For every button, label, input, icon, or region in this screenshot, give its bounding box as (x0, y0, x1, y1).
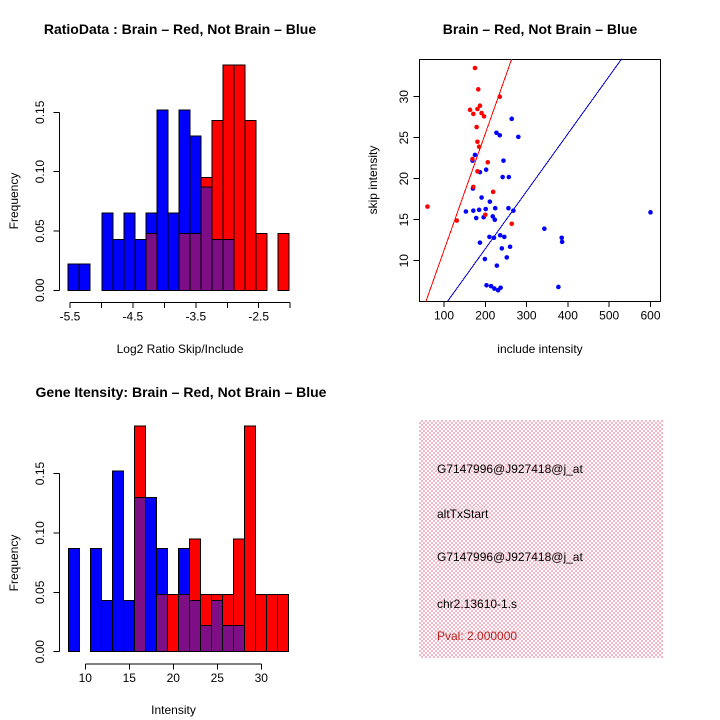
info-line-event-type: altTxStart (437, 507, 489, 521)
gene-histogram-ylabel: Frequency (7, 534, 21, 592)
y-tick-label: 0.10 (33, 521, 47, 545)
red-point (478, 103, 483, 108)
red-point (470, 157, 475, 162)
x-tick-label: 100 (433, 308, 455, 323)
blue-point (560, 240, 565, 245)
info-panel (419, 420, 663, 658)
blue-point (504, 255, 509, 260)
bar-overlap (179, 233, 190, 290)
bar-overlap (134, 497, 145, 651)
scatter-title: Brain – Red, Not Brain – Blue (442, 21, 638, 37)
blue-point (492, 235, 497, 240)
blue-point (507, 175, 512, 180)
red-point (473, 66, 478, 71)
blue-point (509, 117, 514, 122)
red-point (471, 112, 476, 117)
red-point (468, 108, 473, 113)
red-point (509, 222, 514, 227)
bar-blue (157, 110, 168, 290)
info-line-probe-id-2: G7147996@J927418@j_at (437, 550, 583, 564)
blue-point (511, 208, 516, 213)
blue-point (479, 195, 484, 200)
blue-point (498, 233, 503, 238)
blue-point (506, 206, 511, 211)
red-point (455, 218, 460, 223)
red-point (425, 204, 430, 209)
bar-blue (123, 601, 134, 652)
bar-blue (124, 213, 135, 290)
blue-point (498, 285, 503, 290)
x-tick-label: -3.5 (185, 309, 207, 324)
bar-blue (112, 471, 123, 652)
blue-point (500, 175, 505, 180)
ratio-histogram-title: RatioData : Brain – Red, Not Brain – Blue (43, 21, 317, 37)
blue-point (508, 244, 513, 249)
bar-blue (68, 548, 79, 651)
y-tick-label: 15 (397, 213, 411, 227)
bar-blue (168, 213, 179, 290)
x-tick-label: 600 (640, 308, 661, 323)
bar-overlap (178, 595, 189, 652)
plot-box (419, 59, 660, 301)
x-tick-label: 20 (166, 671, 180, 685)
blue-point (473, 153, 478, 158)
bar-overlap (212, 239, 223, 290)
y-tick-label: 0.10 (33, 159, 47, 184)
bar-red (245, 121, 256, 291)
blue-point (648, 210, 653, 215)
gene-intensity-histogram-panel (0, 360, 360, 720)
bar-red (278, 233, 289, 290)
bar-blue (113, 239, 124, 290)
blue-point (542, 226, 547, 231)
red-point (477, 144, 482, 149)
red-point (491, 190, 496, 195)
bar-overlap (146, 233, 157, 290)
y-tick-label: 0.00 (33, 640, 47, 664)
blue-point (484, 167, 489, 172)
blue-point (501, 158, 506, 163)
blue-point (497, 133, 502, 138)
histogram-bars (68, 426, 288, 652)
red-point (475, 140, 480, 145)
blue-point (471, 208, 476, 213)
blue-point (500, 246, 505, 251)
bar-blue (145, 497, 156, 651)
ratio-histogram-xlabel: Log2 Ratio Skip/Include (116, 342, 244, 356)
bar-blue (135, 239, 146, 290)
red-point (482, 114, 487, 119)
y-tick-label: 0.15 (33, 461, 47, 486)
scatter-ylabel: skip intensity (366, 145, 380, 215)
x-tick-label: 25 (210, 671, 224, 685)
histogram-bars (68, 65, 289, 290)
bar-blue (79, 264, 90, 290)
blue-point (474, 216, 479, 221)
y-tick-label: 10 (397, 254, 411, 268)
x-tick-label: -2.5 (248, 309, 270, 324)
blue-point (483, 257, 488, 262)
bar-red (266, 595, 277, 652)
blue-point (484, 283, 489, 288)
red-point (476, 87, 481, 92)
bar-red (256, 233, 267, 290)
blue-point (493, 206, 498, 211)
info-line-probe-id-1: G7147996@J927418@j_at (437, 462, 583, 476)
x-tick-label: 200 (475, 308, 496, 323)
bar-blue (102, 213, 113, 290)
blue-points (464, 117, 653, 293)
red-point (474, 125, 479, 130)
info-line-chromosome: chr2.13610-1.s (437, 597, 518, 611)
red-point (471, 185, 476, 190)
info-line-pval: Pval: 2.000000 (437, 629, 518, 643)
x-tick-label: -5.5 (59, 309, 81, 324)
x-tick-label: 400 (557, 308, 578, 323)
bar-overlap (223, 239, 234, 290)
y-tick-label: 0.15 (33, 100, 47, 124)
bar-blue (101, 601, 112, 652)
bar-red (255, 595, 266, 652)
scatter-xlabel: include intensity (497, 342, 583, 356)
ratio-histogram-panel (0, 0, 360, 360)
red-point (485, 160, 490, 165)
gene-histogram-xlabel: Intensity (151, 703, 196, 717)
blue-point (478, 240, 483, 245)
gene-histogram-title: Gene Itensity: Brain – Red, Not Brain – Blue (35, 384, 327, 400)
bar-blue (90, 548, 101, 651)
x-tick-label: -4.5 (122, 309, 144, 324)
red-point (497, 94, 502, 99)
x-tick-label: 10 (78, 671, 92, 685)
bar-red (277, 595, 288, 652)
blue-point (502, 235, 507, 240)
blue-point (495, 263, 500, 268)
bar-overlap (201, 187, 212, 290)
red-point (483, 212, 488, 217)
bar-overlap (190, 233, 201, 290)
x-tick-label: 15 (122, 671, 136, 685)
bar-red (244, 426, 255, 652)
bar-overlap (222, 626, 233, 652)
bar-overlap (211, 601, 222, 652)
y-tick-label: 25 (397, 131, 411, 145)
y-tick-label: 0.05 (33, 580, 47, 604)
y-tick-label: 20 (397, 172, 411, 186)
y-tick-label: 0.05 (33, 219, 47, 243)
blue-fit-line (447, 59, 621, 302)
bar-overlap (200, 626, 211, 652)
bar-blue (68, 264, 79, 290)
blue-point (487, 235, 492, 240)
bar-overlap (189, 601, 200, 652)
blue-point (556, 285, 561, 290)
bar-red (167, 595, 178, 652)
blue-point (492, 217, 497, 222)
bar-overlap (233, 626, 244, 652)
blue-point (483, 207, 488, 212)
blue-point (464, 209, 469, 214)
ratio-histogram-ylabel: Frequency (7, 172, 21, 230)
blue-point (488, 199, 493, 204)
x-tick-label: 300 (516, 308, 537, 323)
y-tick-label: 0.00 (33, 278, 47, 302)
blue-point (516, 135, 521, 140)
intensity-scatter-panel (360, 0, 720, 360)
x-tick-label: 500 (599, 308, 620, 323)
blue-point (559, 235, 564, 240)
bar-overlap (156, 595, 167, 652)
bar-red (234, 65, 245, 290)
red-point (475, 169, 480, 174)
y-tick-label: 30 (397, 90, 411, 104)
x-tick-label: 30 (254, 671, 268, 685)
blue-point (477, 208, 482, 213)
